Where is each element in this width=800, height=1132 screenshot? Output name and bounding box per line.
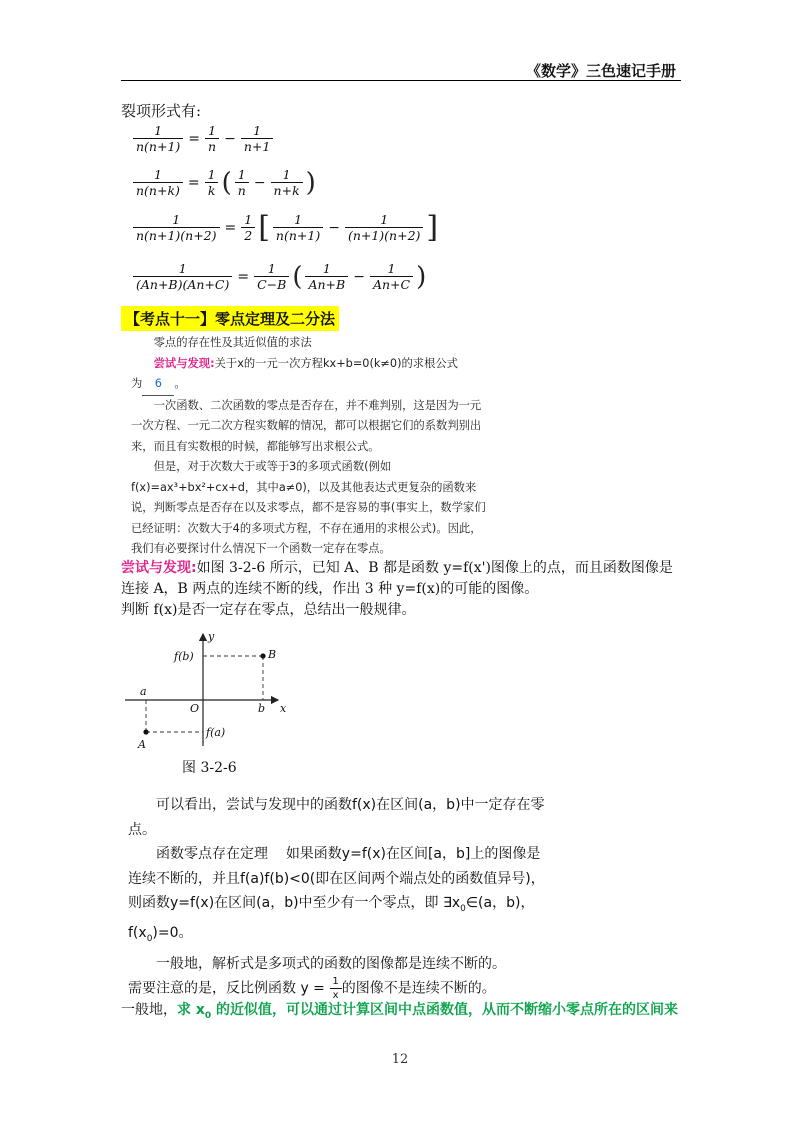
x-axis-label: x (280, 702, 287, 715)
figure-caption: 图 3-2-6 (182, 760, 237, 776)
header-rule (121, 80, 681, 81)
scan-try-line-2: 为 6 。 (131, 374, 491, 396)
formula-4: $\frac{1}{(An+B)(An+C)}$ = $\frac{1}{C-B}$ ( $\frac{1}{An+B}$ − $\frac{1}{An+C}$ ) (133, 262, 426, 293)
formula-3: $\frac{1}{n(n+1)(n+2)}$ = $\frac{1}{2}$ [ $\frac{1}{n(n+1)}$ − $\frac{1}{(n+1)(n+2)}$ ] (133, 213, 438, 244)
formula-2: $\frac{1}{n(n+k)}$ = $\frac{1}{k}$ ( $\frac{1}{n}$ − $\frac{1}{n+k}$ ) (133, 168, 316, 199)
b-label: b (258, 702, 266, 715)
a-label: a (140, 685, 147, 698)
scan-paragraph-1: 一次函数、二次函数的零点是否存在，并不难判别，这是因为一元一次方程、一元二次方程实数解的情况，都可以根据它们的系数判别出来，而且有实数根的时候，都能够写出求根公式。 (131, 398, 482, 453)
point-a-dot (143, 729, 148, 734)
attempt-block: 尝试与发现:如图 3-2-6 所示，已知 A、B 都是函数 y=f(x')图像上的点，而且函数图像是连接 A，B 两点的连续不断的线，作出 3 种 y=f(x)的可能的图像。 判断 f(x)是否一定存在零点，总结出一般规律。 (121, 560, 673, 618)
page-number: 12 (391, 1052, 409, 1067)
scan-try-line: 尝试与发现:关于x的一元一次方程kx+b=0(k≠0)的求根公式 (153, 356, 458, 370)
reciprocal-fraction: $\frac{1}{x}$ (329, 976, 341, 1001)
origin-label: O (190, 702, 200, 715)
y-axis-label: y (208, 630, 215, 643)
intro-label: 裂项形式有: (121, 102, 202, 120)
fa-label: f(a) (206, 726, 226, 739)
body-paragraph-1: 可以看出，尝试与发现中的函数f(x)在区间(a，b)中一定存在零点。 (128, 797, 545, 838)
formula-1: $\frac{1}{n(n+1)}$ = $\frac{1}{n}$ − $\frac{1}{n+1}$ (133, 124, 273, 155)
body-paragraph-2: 函数零点存在定理 如果函数y=f(x)在区间[a，b]上的图像是连续不断的，并且f(a)f(b)<0(即在区间两个端点处的函数值异号)，则函数y=f(x)在区间(a，b)中至少有一个零点，即 $\exists x_0\in(a$，b)，$f(x_0)=0$。 (128, 846, 545, 945)
scan-heading: 零点的存在性及其近似值的求法 (153, 336, 312, 349)
point-b-dot (260, 653, 265, 658)
scan-paragraph-2: 但是，对于次数大于或等于3的多项式函数(例如f(x)=ax³+bx²+cx+d，其中a≠0)，以及其他表达式更复杂的函数来说，判断零点是否存在以及求零点，都不是容易的事(事实上，数学家们已经证明：次数大于4的多项式方程，不存在通用的求根公式)。因此，我们有必要探讨什么情况下一个函数一定存在零点。 (131, 460, 486, 555)
attempt-label: 尝试与发现: (121, 560, 197, 576)
point-a-label: A (138, 738, 146, 751)
answer-blank: 6 (142, 374, 174, 396)
green-summary-line: 一般地，求 $x_0$ 的近似值，可以通过计算区间中点函数值，从而不断缩小零点所在的区间来 (121, 1002, 679, 1021)
page-header-title: 《数学》三色速记手册 (525, 62, 676, 80)
theorem-block (128, 793, 548, 1001)
point-b-label: B (268, 648, 277, 661)
theorem-title: 函数零点存在定理 (156, 846, 268, 862)
figure-3-2-6 (120, 628, 300, 756)
section-title-banner: 【考点十一】零点定理及二分法 (121, 306, 339, 331)
fb-label: f(b) (174, 650, 194, 663)
body-paragraph-4: 需要注意的是，反比例函数 y = $\frac{1}{x}$ 的图像不是连续不断的。 (128, 976, 496, 1001)
scanned-excerpt (131, 333, 491, 560)
scan-try-label: 尝试与发现: (153, 356, 215, 370)
body-paragraph-3: 一般地，解析式是多项式的函数的图像都是连续不断的。 (156, 955, 506, 972)
